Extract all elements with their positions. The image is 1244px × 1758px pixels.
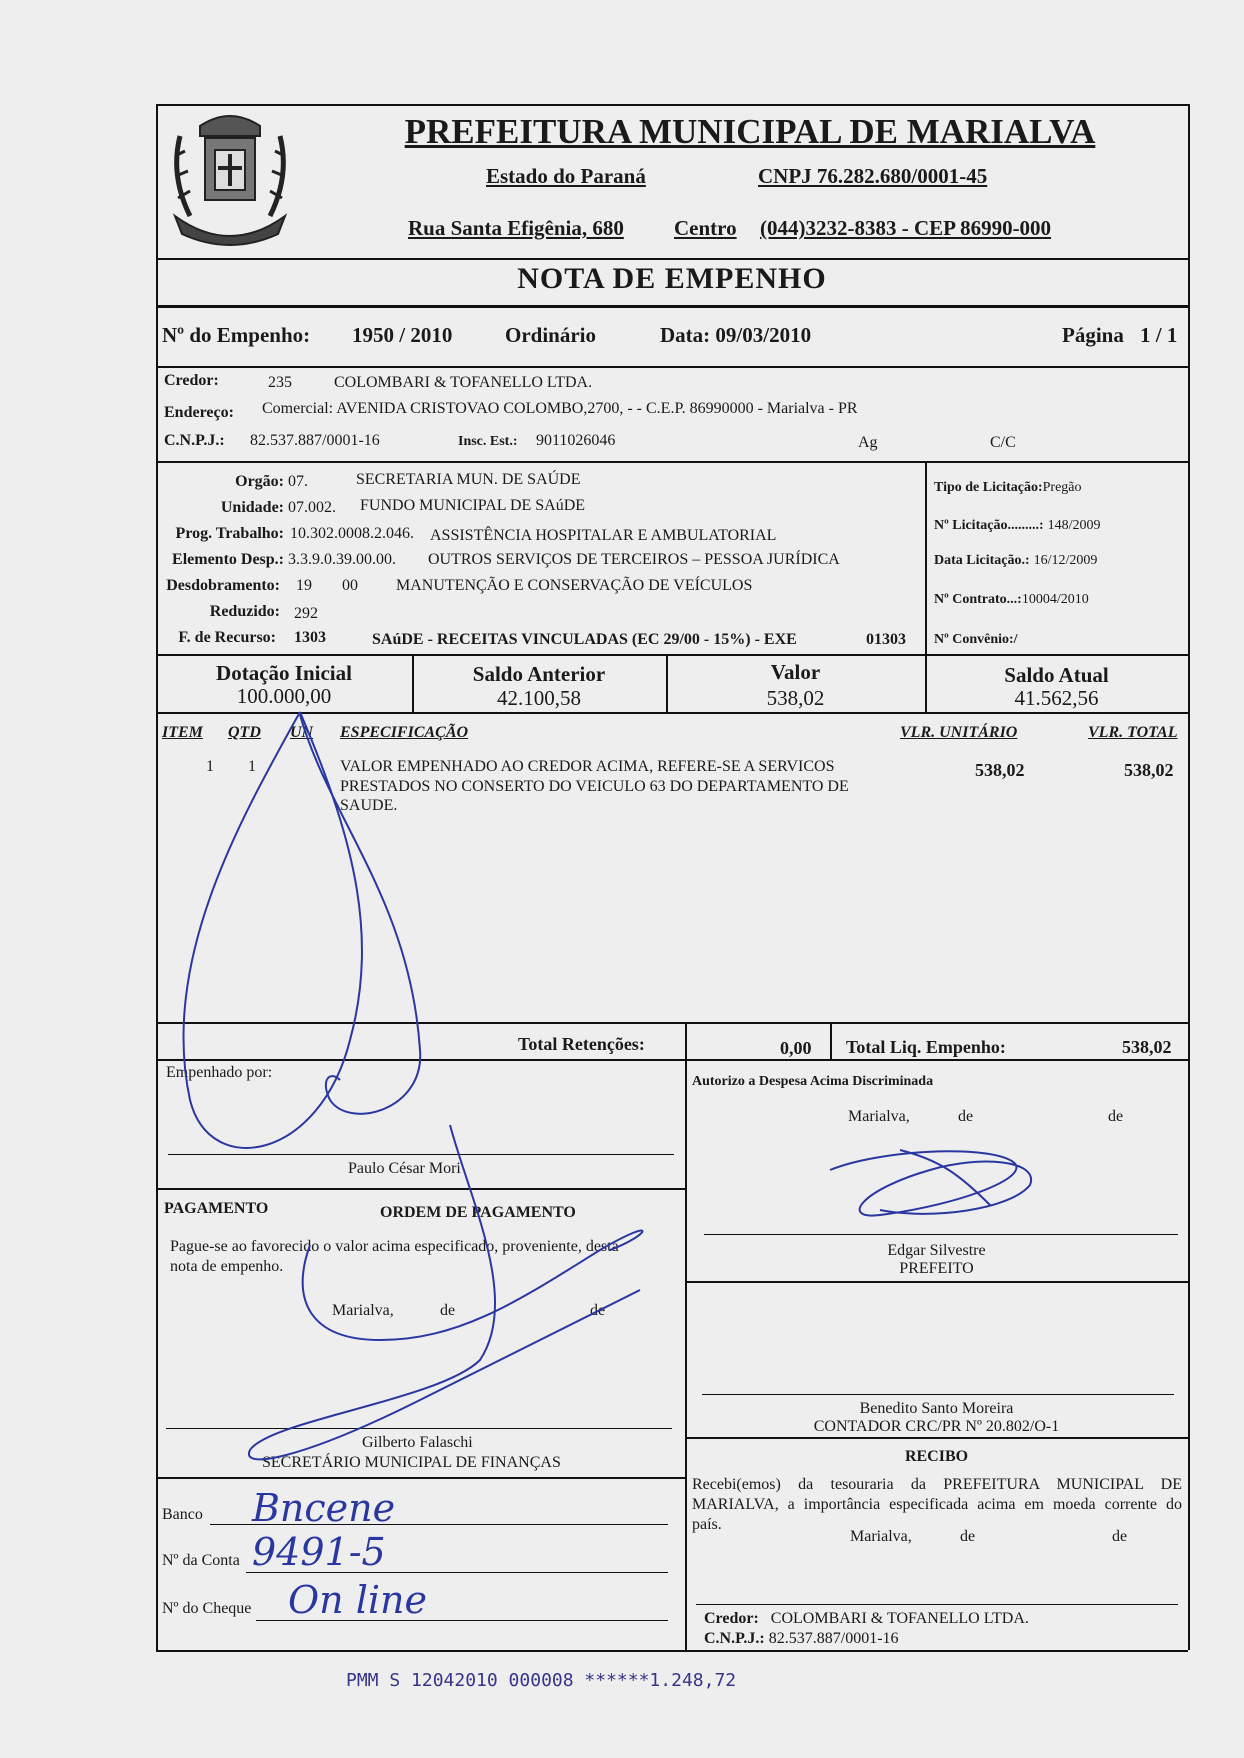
recibo-de-1: de bbox=[960, 1528, 976, 1545]
pagamento-label: PAGAMENTO bbox=[164, 1200, 269, 1217]
dotacao-value: 100.000,00 bbox=[236, 684, 332, 708]
credor-label: Credor: bbox=[164, 372, 219, 389]
numero-licitacao-value: 148/2009 bbox=[1047, 518, 1101, 533]
empenho-type: Ordinário bbox=[505, 323, 597, 347]
pague-line2: nota de empenho. bbox=[170, 1258, 284, 1275]
recibo-text-2: MARIALVA, a importância especificada acima em moeda corrente do bbox=[692, 1496, 1182, 1513]
cheque-label: Nº do Cheque bbox=[162, 1600, 252, 1617]
recurso-name: SAúDE - RECEITAS VINCULADAS (EC 29/00 - 15%) - EXE bbox=[372, 631, 797, 648]
prog-name: ASSISTÊNCIA HOSPITALAR E AMBULATORIAL bbox=[430, 527, 777, 544]
signer-paulo: Paulo César Mori bbox=[348, 1160, 461, 1177]
recibo-credor-value: COLOMBARI & TOFANELLO LTDA. bbox=[770, 1610, 1029, 1627]
elemento-code: 3.3.9.0.39.00.00. bbox=[288, 551, 396, 568]
row-vlr-total: 538,02 bbox=[1124, 760, 1174, 780]
contador-name: Benedito Santo Moreira bbox=[859, 1400, 1014, 1417]
row-vlr-unitario: 538,02 bbox=[975, 760, 1025, 780]
cnpj-label: C.N.P.J.: bbox=[164, 432, 225, 449]
bank-stamp: PMM S 12042010 000008 ******1.248,72 bbox=[346, 1670, 737, 1691]
address-label: Endereço: bbox=[164, 404, 234, 421]
row-qtd: 1 bbox=[248, 758, 256, 775]
tipo-licitacao-label: Tipo de Licitação: bbox=[934, 480, 1043, 495]
valor-value: 538,02 bbox=[766, 686, 825, 710]
ordem-de-2: de bbox=[590, 1302, 606, 1319]
header-district: Centro bbox=[674, 216, 737, 240]
row-espec-line2: PRESTADOS NO CONSERTO DO VEICULO 63 DO DEPARTAMENTO DE bbox=[340, 778, 849, 795]
row-espec-line3: SAUDE. bbox=[340, 797, 398, 814]
reduzido-code: 292 bbox=[294, 605, 318, 622]
prefeito-name: Edgar Silvestre bbox=[887, 1242, 986, 1259]
cnpj-value: 82.537.887/0001-16 bbox=[250, 432, 380, 449]
insc-label: Insc. Est.: bbox=[458, 434, 518, 449]
valor-label: Valor bbox=[770, 660, 821, 684]
autorizo-label: Autorizo a Despesa Acima Discriminada bbox=[692, 1074, 934, 1089]
desdobramento-label: Desdobramento: bbox=[166, 577, 280, 594]
orgao-name: SECRETARIA MUN. DE SAÚDE bbox=[356, 471, 581, 488]
conta-label: Nº da Conta bbox=[162, 1552, 240, 1569]
col-vlr-total: VLR. TOTAL bbox=[1088, 724, 1178, 741]
elemento-name: OUTROS SERVIÇOS DE TERCEIROS – PESSOA JURÍDICA bbox=[428, 551, 840, 568]
prefeito-role: PREFEITO bbox=[899, 1260, 974, 1277]
ordem-pagamento-label: ORDEM DE PAGAMENTO bbox=[380, 1204, 576, 1221]
unidade-label: Unidade: bbox=[220, 499, 284, 516]
orgao-code: 07. bbox=[288, 473, 308, 490]
total-liquido-label: Total Liq. Empenho: bbox=[846, 1037, 1006, 1057]
signature-paulo bbox=[183, 712, 361, 1148]
data-licitacao-label: Data Licitação.: bbox=[934, 553, 1030, 568]
dotacao-label: Dotação Inicial bbox=[216, 661, 352, 685]
total-retencoes-value: 0,00 bbox=[780, 1038, 812, 1058]
signature-prefeito-stroke bbox=[900, 1150, 990, 1205]
unidade-code: 07.002. bbox=[288, 499, 336, 516]
empenho-number: 1950 / 2010 bbox=[352, 323, 453, 347]
recurso-code2: 01303 bbox=[866, 631, 906, 648]
header-contact: (044)3232-8383 - CEP 86990-000 bbox=[760, 216, 1052, 240]
recurso-label: F. de Recurso: bbox=[178, 629, 276, 646]
contrato-label: Nº Contrato...: bbox=[934, 592, 1022, 607]
cheque-handwritten: On line bbox=[288, 1578, 427, 1622]
autorizo-marialva: Marialva, bbox=[848, 1108, 910, 1125]
credor-code: 235 bbox=[268, 374, 292, 391]
total-liquido-value: 538,02 bbox=[1122, 1037, 1172, 1057]
banco-label: Banco bbox=[162, 1506, 203, 1523]
pague-line1: Pague-se ao favorecido o valor acima especificado, proveniente, desta bbox=[170, 1238, 619, 1255]
signature-gilberto-loop bbox=[303, 1231, 643, 1340]
desdobramento-b: 00 bbox=[342, 577, 358, 594]
elemento-label: Elemento Desp.: bbox=[172, 551, 284, 568]
header-title: PREFEITURA MUNICIPAL DE MARIALVA bbox=[404, 112, 1096, 151]
prog-label: Prog. Trabalho: bbox=[175, 525, 284, 542]
conta-handwritten: 9491-5 bbox=[252, 1530, 386, 1574]
ag-label: Ag bbox=[858, 434, 878, 451]
reduzido-label: Reduzido: bbox=[209, 603, 280, 620]
tipo-licitacao-value: Pregão bbox=[1042, 480, 1082, 495]
signer-gilberto: Gilberto Falaschi bbox=[362, 1434, 473, 1451]
header-cnpj: CNPJ 76.282.680/0001-45 bbox=[758, 164, 988, 188]
saldo-anterior-value: 42.100,58 bbox=[497, 686, 581, 710]
unidade-name: FUNDO MUNICIPAL DE SAúDE bbox=[360, 497, 586, 514]
col-especificacao: ESPECIFICAÇÃO bbox=[340, 724, 469, 741]
recibo-title: RECIBO bbox=[904, 1448, 969, 1465]
signature-gilberto bbox=[249, 1125, 640, 1459]
ordem-marialva: Marialva, bbox=[332, 1302, 394, 1319]
col-vlr-unitario: VLR. UNITÁRIO bbox=[900, 724, 1018, 741]
recurso-code: 1303 bbox=[294, 629, 326, 646]
page-label: Página bbox=[1062, 323, 1124, 347]
recibo-text-3: país. bbox=[692, 1516, 722, 1533]
recibo-text-1: Recebi(emos) da tesouraria da PREFEITURA MUNICIPAL DE bbox=[692, 1476, 1182, 1493]
data-licitacao-value: 16/12/2009 bbox=[1033, 553, 1098, 568]
saldo-anterior-label: Saldo Anterior bbox=[472, 662, 606, 686]
cc-label: C/C bbox=[990, 434, 1016, 451]
contador-role: CONTADOR CRC/PR Nº 20.802/O-1 bbox=[813, 1418, 1060, 1435]
autorizo-de-2: de bbox=[1108, 1108, 1124, 1125]
recibo-credor-label: Credor: bbox=[704, 1610, 759, 1627]
desdobramento-name: MANUTENÇÃO E CONSERVAÇÃO DE VEÍCULOS bbox=[396, 577, 753, 594]
recibo-marialva: Marialva, bbox=[850, 1528, 912, 1545]
saldo-atual-label: Saldo Atual bbox=[1004, 663, 1109, 687]
page-number: 1 / 1 bbox=[1140, 323, 1178, 347]
convenio-label: Nº Convênio:/ bbox=[934, 632, 1018, 647]
document-title: NOTA DE EMPENHO bbox=[517, 262, 827, 295]
recibo-cnpj-label: C.N.P.J.: bbox=[704, 1630, 765, 1647]
empenhado-por-label: Empenhado por: bbox=[166, 1064, 273, 1081]
total-retencoes-label: Total Retenções: bbox=[518, 1034, 645, 1054]
recibo-de-2: de bbox=[1112, 1528, 1128, 1545]
header-state: Estado do Paraná bbox=[486, 164, 646, 188]
row-item: 1 bbox=[206, 758, 214, 775]
empenho-date: Data: 09/03/2010 bbox=[660, 323, 812, 347]
numero-licitacao-label: Nº Licitação.........: bbox=[934, 518, 1044, 533]
col-un: UN bbox=[290, 724, 314, 741]
row-espec-line1: VALOR EMPENHADO AO CREDOR ACIMA, REFERE-SE A SERVICOS bbox=[340, 758, 835, 775]
col-item: ITEM bbox=[162, 724, 203, 741]
desdobramento-a: 19 bbox=[296, 577, 312, 594]
header-address: Rua Santa Efigênia, 680 bbox=[408, 216, 624, 240]
autorizo-de-1: de bbox=[958, 1108, 974, 1125]
empenho-label: Nº do Empenho: bbox=[162, 323, 311, 347]
prog-code: 10.302.0008.2.046. bbox=[290, 525, 414, 542]
insc-value: 9011026046 bbox=[536, 432, 616, 449]
signer-gilberto-role: SECRETÁRIO MUNICIPAL DE FINANÇAS bbox=[262, 1454, 561, 1471]
orgao-label: Orgão: bbox=[235, 473, 284, 490]
ordem-de-1: de bbox=[440, 1302, 456, 1319]
credor-name: COLOMBARI & TOFANELLO LTDA. bbox=[334, 374, 593, 391]
saldo-atual-value: 41.562,56 bbox=[1014, 686, 1099, 710]
banco-handwritten: Bncene bbox=[252, 1486, 396, 1530]
address-value: Comercial: AVENIDA CRISTOVAO COLOMBO,2700, - - C.E.P. 86990000 - Marialva - PR bbox=[262, 400, 858, 417]
contrato-value: 10004/2010 bbox=[1021, 592, 1089, 607]
col-qtd: QTD bbox=[228, 724, 261, 741]
recibo-cnpj-value: 82.537.887/0001-16 bbox=[768, 1630, 899, 1647]
